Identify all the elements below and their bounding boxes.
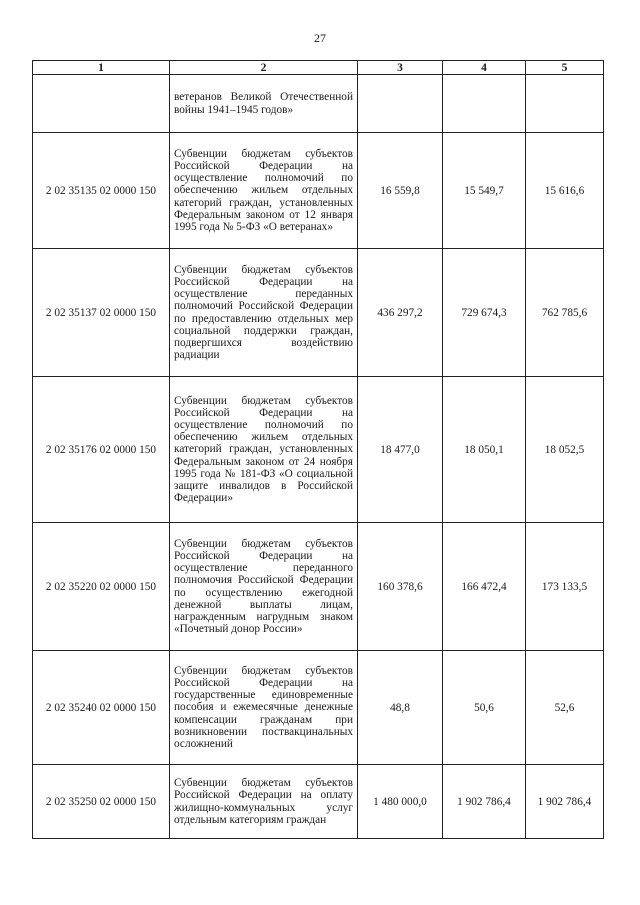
row-description: Субвенции бюджетам субъектов Российской Федерации на осуществление полномочий по обеспечению жильем отдельных категорий граждан, установленных Федеральным законом от 24 ноября 1995 года № 181-ФЗ «О социальной защите инвалидов в Российской Федерации»	[170, 377, 358, 523]
column-header-5: 5	[526, 61, 604, 75]
table-row	[33, 523, 604, 651]
column-header-4: 4	[443, 61, 526, 75]
table-row	[33, 765, 604, 839]
row-value-4: 166 472,4	[443, 523, 526, 651]
row-code	[33, 75, 170, 133]
row-value-3: 18 477,0	[358, 377, 443, 523]
column-header-3: 3	[358, 61, 443, 75]
row-code: 2 02 35176 02 0000 150	[33, 377, 170, 523]
table-row	[33, 377, 604, 523]
row-value-5: 173 133,5	[526, 523, 604, 651]
table-row	[33, 133, 604, 249]
budget-table	[32, 60, 604, 839]
table-row	[33, 75, 604, 133]
row-code: 2 02 35250 02 0000 150	[33, 765, 170, 839]
row-code: 2 02 35135 02 0000 150	[33, 133, 170, 249]
row-value-3: 48,8	[358, 651, 443, 765]
row-description: Субвенции бюджетам субъектов Российской Федерации на оплату жилищно-коммунальных услуг отдельным категориям граждан	[170, 765, 358, 839]
row-value-4	[443, 75, 526, 133]
row-value-5: 762 785,6	[526, 249, 604, 377]
row-code: 2 02 35137 02 0000 150	[33, 249, 170, 377]
row-value-4: 50,6	[443, 651, 526, 765]
row-description: Субвенции бюджетам субъектов Российской Федерации на осуществление переданных полномочий Российской Федерации по предоставлению отдельных мер социальной поддержки граждан, подвергшихся воздействию радиации	[170, 249, 358, 377]
row-value-5: 1 902 786,4	[526, 765, 604, 839]
row-value-4: 729 674,3	[443, 249, 526, 377]
row-value-5: 18 052,5	[526, 377, 604, 523]
row-value-3: 436 297,2	[358, 249, 443, 377]
row-description: ветеранов Великой Отечественной войны 1941–1945 годов»	[170, 75, 358, 133]
row-code: 2 02 35220 02 0000 150	[33, 523, 170, 651]
row-value-3: 160 378,6	[358, 523, 443, 651]
column-header-1: 1	[33, 61, 170, 75]
row-code: 2 02 35240 02 0000 150	[33, 651, 170, 765]
row-value-3: 1 480 000,0	[358, 765, 443, 839]
row-value-5: 52,6	[526, 651, 604, 765]
header-row	[33, 61, 604, 75]
row-value-5: 15 616,6	[526, 133, 604, 249]
table-row	[33, 651, 604, 765]
row-value-4: 1 902 786,4	[443, 765, 526, 839]
row-description: Субвенции бюджетам субъектов Российской Федерации на осуществление переданного полномочия Российской Федерации по осуществлению ежегодной денежной выплаты лицам, награжденным нагрудным знаком «Почетный донор России»	[170, 523, 358, 651]
column-header-2: 2	[170, 61, 358, 75]
row-value-3: 16 559,8	[358, 133, 443, 249]
page-number: 27	[314, 31, 326, 45]
row-description: Субвенции бюджетам субъектов Российской Федерации на осуществление полномочий по обеспечению жильем отдельных категорий граждан, установленных Федеральным законом от 12 января 1995 года № 5-ФЗ «О ветеранах»	[170, 133, 358, 249]
table-row	[33, 249, 604, 377]
row-value-5	[526, 75, 604, 133]
row-value-4: 15 549,7	[443, 133, 526, 249]
row-value-3	[358, 75, 443, 133]
row-description: Субвенции бюджетам субъектов Российской Федерации на государственные единовременные пособия и ежемесячные денежные компенсации гражданам при возникновении поствакцинальных осложнений	[170, 651, 358, 765]
row-value-4: 18 050,1	[443, 377, 526, 523]
